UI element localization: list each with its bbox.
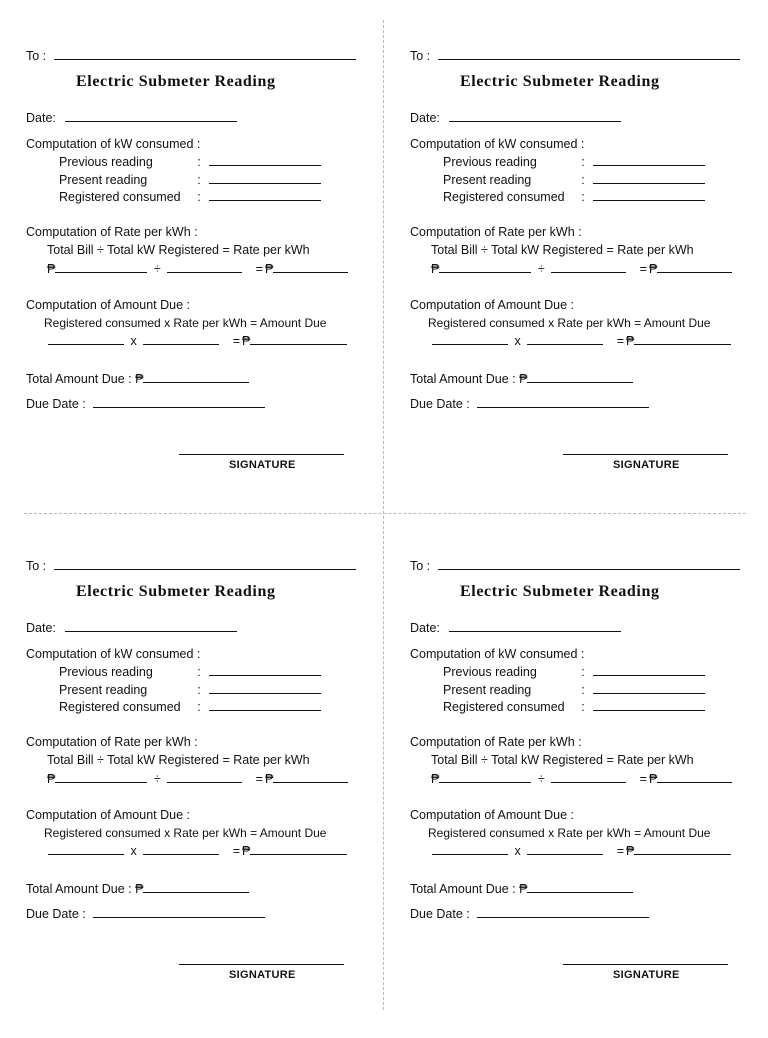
amount-calc-row: x = ₱ (48, 333, 347, 348)
rate-formula: Total Bill ÷ Total kW Registered = Rate per kWh (47, 243, 310, 257)
registered-consumed-blank[interactable] (593, 189, 705, 201)
present-reading-row: Present reading : (59, 682, 321, 697)
date-blank[interactable] (65, 110, 237, 122)
total-amount-label: Total Amount Due : (26, 372, 132, 386)
signature-line[interactable] (563, 454, 728, 455)
consumed-blank[interactable] (432, 843, 508, 855)
date-label: Date: (26, 621, 56, 635)
to-field (410, 558, 740, 573)
due-date-field (410, 906, 649, 921)
to-blank[interactable] (54, 558, 356, 570)
total-amount-field: Total Amount Due : ₱ (410, 881, 633, 896)
amount-blank[interactable] (634, 843, 731, 855)
rate-calc-row: ₱ ÷ = ₱ (431, 771, 732, 786)
due-date-blank[interactable] (477, 396, 649, 408)
form-title: Electric Submeter Reading (76, 583, 276, 600)
amount-heading: Computation of Amount Due : (410, 808, 574, 822)
rate-heading: Computation of Rate per kWh : (26, 225, 198, 239)
present-reading-row: Present reading : (59, 172, 321, 187)
total-amount-blank[interactable] (143, 881, 249, 893)
previous-reading-row: Previous reading : (443, 154, 705, 169)
total-amount-blank[interactable] (527, 371, 633, 383)
present-reading-blank[interactable] (209, 172, 321, 184)
date-blank[interactable] (65, 620, 237, 632)
to-blank[interactable] (54, 48, 356, 60)
previous-reading-label: Previous reading (443, 665, 537, 679)
total-kw-blank[interactable] (551, 261, 626, 273)
consumed-blank[interactable] (48, 333, 124, 345)
form-title: Electric Submeter Reading (460, 583, 660, 600)
present-reading-label: Present reading (59, 173, 148, 187)
due-date-label: Due Date : (410, 907, 470, 921)
registered-consumed-row: Registered consumed : (443, 189, 705, 204)
previous-reading-blank[interactable] (593, 154, 705, 166)
kw-heading: Computation of kW consumed : (26, 137, 201, 151)
present-reading-blank[interactable] (209, 682, 321, 694)
present-reading-label: Present reading (443, 683, 532, 697)
due-date-label: Due Date : (26, 397, 86, 411)
rate-formula: Total Bill ÷ Total kW Registered = Rate per kWh (431, 243, 694, 257)
to-label: To : (410, 49, 431, 63)
to-label: To : (26, 49, 47, 63)
kw-heading: Computation of kW consumed : (410, 137, 585, 151)
form-title: Electric Submeter Reading (460, 73, 660, 90)
due-date-field (410, 396, 649, 411)
date-field (26, 620, 237, 635)
rate-value-blank[interactable] (527, 843, 603, 855)
date-blank[interactable] (449, 110, 621, 122)
rate-value-blank[interactable] (143, 843, 219, 855)
rate-blank[interactable] (657, 771, 732, 783)
registered-consumed-label: Registered consumed (443, 700, 565, 714)
total-amount-blank[interactable] (143, 371, 249, 383)
previous-reading-row: Previous reading : (59, 664, 321, 679)
date-label: Date: (410, 621, 440, 635)
to-field (410, 48, 740, 63)
amount-calc-row: x = ₱ (432, 843, 731, 858)
registered-consumed-blank[interactable] (209, 699, 321, 711)
registered-consumed-label: Registered consumed (59, 700, 181, 714)
present-reading-row: Present reading : (443, 682, 705, 697)
present-reading-row: Present reading : (443, 172, 705, 187)
rate-formula: Total Bill ÷ Total kW Registered = Rate per kWh (47, 753, 310, 767)
amount-blank[interactable] (250, 333, 347, 345)
date-field (410, 620, 621, 635)
rate-formula: Total Bill ÷ Total kW Registered = Rate per kWh (431, 753, 694, 767)
previous-reading-row: Previous reading : (59, 154, 321, 169)
total-amount-field: Total Amount Due : ₱ (26, 371, 249, 386)
to-field (26, 558, 356, 573)
signature-label: SIGNATURE (229, 969, 296, 981)
date-field (410, 110, 621, 125)
date-field (26, 110, 237, 125)
signature-label: SIGNATURE (613, 969, 680, 981)
submeter-slip (26, 558, 366, 1038)
amount-formula: Registered consumed x Rate per kWh = Amount Due (428, 316, 711, 330)
previous-reading-blank[interactable] (593, 664, 705, 676)
total-kw-blank[interactable] (167, 771, 242, 783)
amount-blank[interactable] (250, 843, 347, 855)
total-amount-label: Total Amount Due : (410, 372, 516, 386)
amount-formula: Registered consumed x Rate per kWh = Amount Due (428, 826, 711, 840)
due-date-blank[interactable] (477, 906, 649, 918)
to-blank[interactable] (438, 48, 740, 60)
to-label: To : (26, 559, 47, 573)
previous-reading-blank[interactable] (209, 664, 321, 676)
consumed-blank[interactable] (432, 333, 508, 345)
registered-consumed-blank[interactable] (209, 189, 321, 201)
rate-blank[interactable] (273, 261, 348, 273)
kw-heading: Computation of kW consumed : (26, 647, 201, 661)
to-label: To : (410, 559, 431, 573)
amount-formula: Registered consumed x Rate per kWh = Amount Due (44, 826, 327, 840)
present-reading-blank[interactable] (593, 682, 705, 694)
amount-calc-row: x = ₱ (432, 333, 731, 348)
present-reading-label: Present reading (443, 173, 532, 187)
previous-reading-blank[interactable] (209, 154, 321, 166)
rate-calc-row: ₱ ÷ = ₱ (47, 261, 348, 276)
date-label: Date: (410, 111, 440, 125)
due-date-blank[interactable] (93, 396, 265, 408)
signature-line[interactable] (563, 964, 728, 965)
amount-blank[interactable] (634, 333, 731, 345)
consumed-blank[interactable] (48, 843, 124, 855)
amount-heading: Computation of Amount Due : (410, 298, 574, 312)
due-date-field (26, 396, 265, 411)
signature-line[interactable] (179, 454, 344, 455)
total-amount-label: Total Amount Due : (26, 882, 132, 896)
amount-heading: Computation of Amount Due : (26, 298, 190, 312)
registered-consumed-label: Registered consumed (443, 190, 565, 204)
amount-calc-row: x = ₱ (48, 843, 347, 858)
signature-label: SIGNATURE (613, 459, 680, 471)
form-title: Electric Submeter Reading (76, 73, 276, 90)
registered-consumed-blank[interactable] (593, 699, 705, 711)
rate-blank[interactable] (657, 261, 732, 273)
total-amount-field: Total Amount Due : ₱ (410, 371, 633, 386)
rate-heading: Computation of Rate per kWh : (26, 735, 198, 749)
present-reading-label: Present reading (59, 683, 148, 697)
total-bill-blank[interactable] (55, 261, 147, 273)
registered-consumed-row: Registered consumed : (59, 699, 321, 714)
rate-blank[interactable] (273, 771, 348, 783)
due-date-field (26, 906, 265, 921)
previous-reading-row: Previous reading : (443, 664, 705, 679)
rate-value-blank[interactable] (527, 333, 603, 345)
amount-formula: Registered consumed x Rate per kWh = Amount Due (44, 316, 327, 330)
total-bill-blank[interactable] (439, 261, 531, 273)
to-blank[interactable] (438, 558, 740, 570)
due-date-label: Due Date : (26, 907, 86, 921)
submeter-slip (26, 48, 366, 528)
signature-line[interactable] (179, 964, 344, 965)
previous-reading-label: Previous reading (59, 665, 153, 679)
total-amount-blank[interactable] (527, 881, 633, 893)
date-blank[interactable] (449, 620, 621, 632)
rate-calc-row: ₱ ÷ = ₱ (47, 771, 348, 786)
rate-value-blank[interactable] (143, 333, 219, 345)
total-amount-field: Total Amount Due : ₱ (26, 881, 249, 896)
total-bill-blank[interactable] (55, 771, 147, 783)
total-bill-blank[interactable] (439, 771, 531, 783)
registered-consumed-row: Registered consumed : (443, 699, 705, 714)
total-kw-blank[interactable] (167, 261, 242, 273)
total-amount-label: Total Amount Due : (410, 882, 516, 896)
due-date-label: Due Date : (410, 397, 470, 411)
total-kw-blank[interactable] (551, 771, 626, 783)
signature-label: SIGNATURE (229, 459, 296, 471)
to-field (26, 48, 356, 63)
date-label: Date: (26, 111, 56, 125)
previous-reading-label: Previous reading (443, 155, 537, 169)
vertical-cut-line (383, 20, 384, 1010)
due-date-blank[interactable] (93, 906, 265, 918)
registered-consumed-label: Registered consumed (59, 190, 181, 204)
kw-heading: Computation of kW consumed : (410, 647, 585, 661)
present-reading-blank[interactable] (593, 172, 705, 184)
rate-heading: Computation of Rate per kWh : (410, 735, 582, 749)
previous-reading-label: Previous reading (59, 155, 153, 169)
submeter-slip (410, 558, 750, 1038)
amount-heading: Computation of Amount Due : (26, 808, 190, 822)
rate-calc-row: ₱ ÷ = ₱ (431, 261, 732, 276)
submeter-slip (410, 48, 750, 528)
rate-heading: Computation of Rate per kWh : (410, 225, 582, 239)
registered-consumed-row: Registered consumed : (59, 189, 321, 204)
